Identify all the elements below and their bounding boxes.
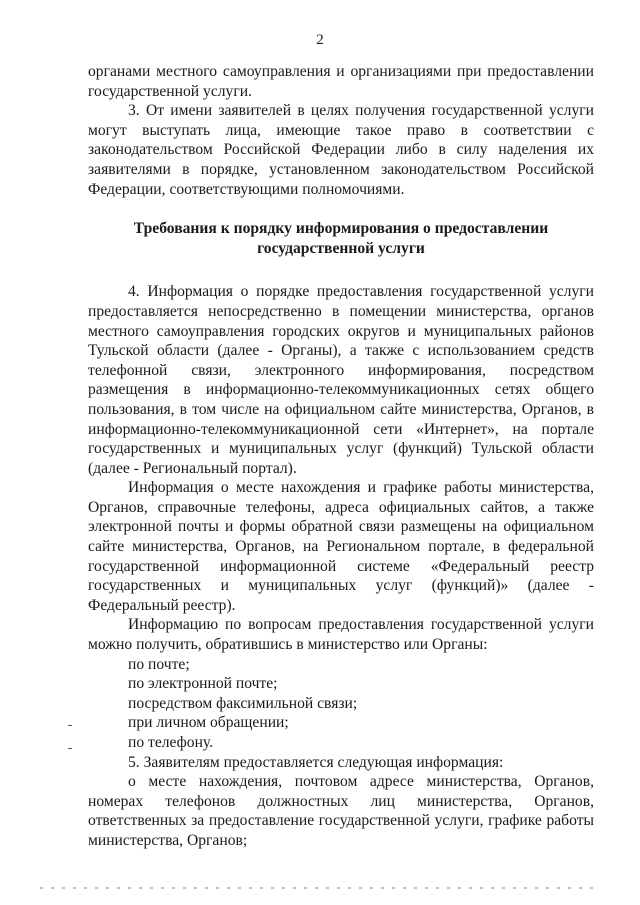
list-item: при личном обращении; xyxy=(128,714,289,732)
list-item: посредством факсимильной связи; xyxy=(128,694,358,712)
paragraph-contacts: Информация о месте нахождения и графике работы министерства, Органов, справочные телефоны, адреса официальных сайтов, а также электронной почты и формы обратной связи размещены на официальном сайте министерства, Органов, на Региональном портале, в федеральной государственной информационной системе «Федеральный реестр государственных и муниципальных услуг (функций)» (далее - Федеральный реестр). xyxy=(88,479,594,614)
section-heading xyxy=(88,219,594,258)
section-heading-line-2: государственной услуги xyxy=(257,239,425,257)
margin-mark xyxy=(68,748,72,749)
section-heading-line-1: Требования к порядку информирования о предоставлении xyxy=(133,220,549,238)
paragraph-3: 3. От имени заявителей в целях получения государственной услуги могут выступать лица, имеющие такое право в соответствии с законодательством Российской Федерации либо в силу наделения их заявителями в порядке, установленном законодательством Российской Федерации, соответствующими полномочиями. xyxy=(88,102,594,198)
paragraph-4: 4. Информация о порядке предоставления государственной услуги предоставляется непосредственно в помещении министерства, органов местного самоуправления городских округов и муниципальных районов Тульской области (далее - Органы), а также с использованием средств телефонной связи, электронного информирования, посредством размещения в информационно-телекоммуникационных сетях общего пользования, в том числе на официальном сайте министерства, Органов, в информационно-телекоммуникационной сети «Интернет», на портале государственных и муниципальных услуг (функций) Тульской области (далее - Региональный портал). xyxy=(88,283,594,477)
paragraph-5: 5. Заявителям предоставляется следующая информация: xyxy=(128,753,504,771)
list-item: по телефону. xyxy=(128,734,214,751)
margin-mark xyxy=(68,725,72,726)
list-item: по почте; xyxy=(128,655,190,673)
document-body xyxy=(88,62,594,851)
paragraph-location-info: о месте нахождения, почтовом адресе министерства, Органов, номерах телефонов должностных лиц министерства, Органов, ответственных за предоставление государственной услуги, графике работы министерства, Органов; xyxy=(88,773,594,849)
page-number: 2 xyxy=(316,32,324,48)
scan-artifact-line xyxy=(40,887,600,889)
paragraph-how-to-obtain: Информацию по вопросам предоставления государственной услуги можно получить, обратившись в министерство или Органы: xyxy=(88,616,594,654)
paragraph-continuation: органами местного самоуправления и организациями при предоставлении государственной услуги. xyxy=(88,63,594,100)
list-item: по электронной почте; xyxy=(128,675,278,693)
